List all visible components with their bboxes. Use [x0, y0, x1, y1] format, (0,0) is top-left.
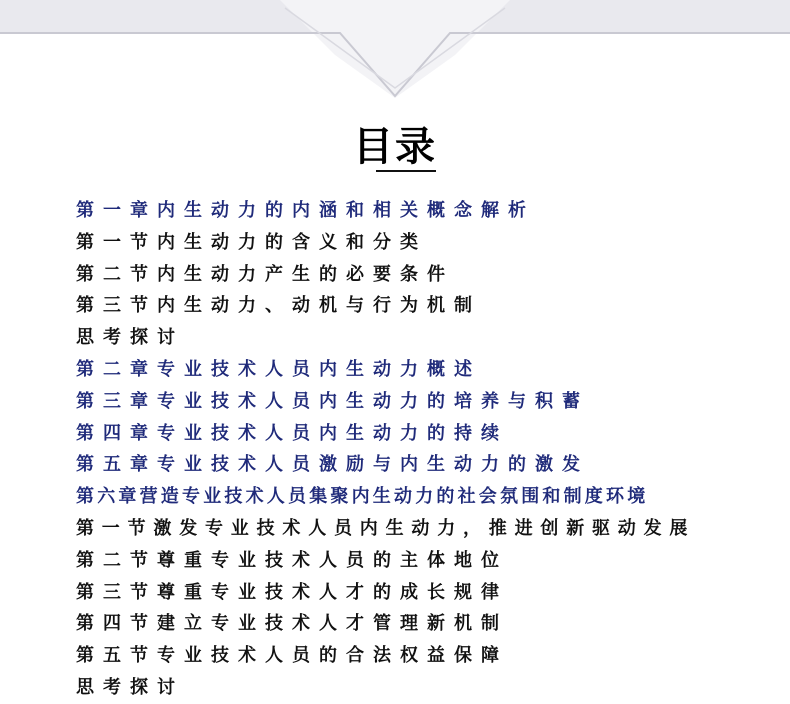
toc-section-6-5[interactable]: 第五节专业技术人员的合法权益保障	[76, 645, 508, 667]
toc-chapter-1[interactable]: 第一章内生动力的内涵和相关概念解析	[76, 200, 535, 221]
top-banner	[0, 0, 790, 110]
toc-discussion-2[interactable]: 思考探讨	[76, 676, 184, 698]
toc-section-1-2[interactable]: 第二节内生动力产生的必要条件	[76, 263, 454, 285]
title-underline	[376, 170, 436, 172]
toc-discussion-1[interactable]: 思考探讨	[76, 327, 184, 349]
toc-chapter-4[interactable]: 第四章专业技术人员内生动力的持续	[76, 422, 508, 444]
toc-section-6-1[interactable]: 第一节激发专业技术人员内生动力，推进创新驱动发展	[76, 517, 696, 539]
banner-chevron	[280, 0, 510, 98]
toc-chapter-5[interactable]: 第五章专业技术人员激励与内生动力的激发	[76, 454, 589, 476]
table-of-contents	[76, 195, 695, 704]
toc-section-1-1[interactable]: 第一节内生动力的含义和分类	[76, 231, 427, 253]
toc-section-6-4[interactable]: 第四节建立专业技术人才管理新机制	[76, 613, 508, 635]
page-title: 目录	[353, 123, 437, 170]
toc-chapter-2[interactable]: 第二章专业技术人员内生动力概述	[76, 358, 481, 380]
toc-section-1-3[interactable]: 第三节内生动力、动机与行为机制	[76, 295, 481, 317]
toc-chapter-3[interactable]: 第三章专业技术人员内生动力的培养与积蓄	[76, 390, 589, 412]
toc-section-6-3[interactable]: 第三节尊重专业技术人才的成长规律	[76, 581, 508, 603]
toc-section-6-2[interactable]: 第二节尊重专业技术人员的主体地位	[76, 549, 508, 571]
toc-chapter-6[interactable]: 第六章营造专业技术人员集聚内生动力的社会氛围和制度环境	[76, 486, 649, 508]
